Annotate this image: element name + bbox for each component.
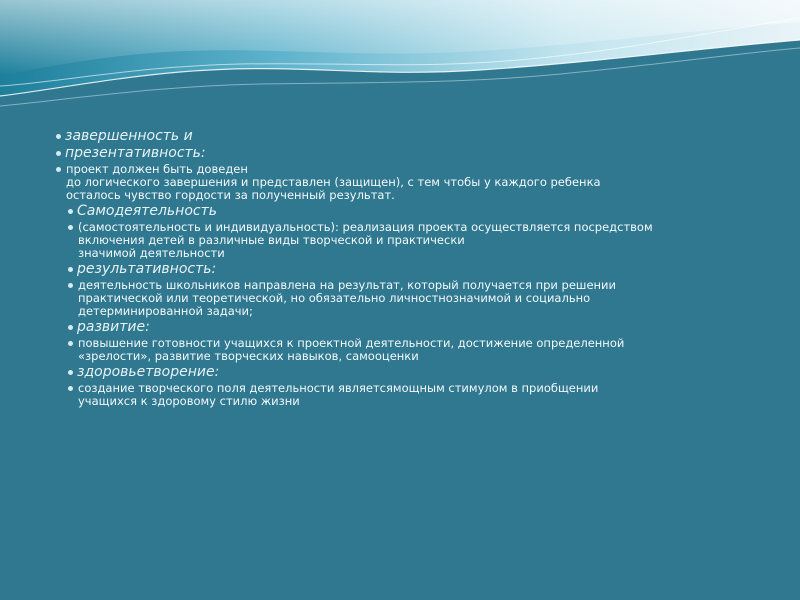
heading-effectiveness [68,261,776,278]
paragraph-project-completion [56,163,776,202]
paragraph-health [68,382,776,408]
paragraph-text: деятельность школьников направлена на результат, который получается при решении практической или теоретической, но обязательно личностнозначимой и социально детерминированной задачи; [78,278,616,318]
bullet-list [56,128,776,408]
bullet-icon [68,341,73,346]
paragraph-development [68,337,776,363]
paragraph-effectiveness [68,279,776,318]
paragraph-self-activity [68,221,776,260]
heading-presentativeness [56,145,776,162]
heading-text: презентативность: [65,145,206,161]
paragraph-text: (самостоятельность и индивидуальность): реализация проекта осуществляется посредством включения детей в различные виды творческой и практически значимой деятельности [78,220,653,260]
heading-text: завершенность и [65,128,193,144]
bullet-icon [56,151,61,156]
bullet-icon [68,225,73,230]
heading-completeness [56,128,776,145]
paragraph-text: создание творческого поля деятельности являетсямощным стимулом в приобщении учащихся к здоровому стилю жизни [78,381,599,408]
paragraph-text: повышение готовности учащихся к проектной деятельности, достижение определенной «зрелости», развитие творческих навыков, самооценки [78,336,625,363]
bullet-icon [56,134,61,139]
bullet-icon [56,167,61,172]
bullet-icon [68,325,73,330]
heading-development [68,319,776,336]
bullet-icon [68,283,73,288]
bullet-icon [68,386,73,391]
heading-text: развитие: [77,319,150,335]
header-wave-decoration [0,0,800,140]
paragraph-text: проект должен быть доведен до логического завершения и представлен (защищен), с тем чтобы у каждого ребенка осталось чувство гордости за полученный результат. [66,162,601,202]
bullet-icon [68,370,73,375]
heading-text: Самодеятельность [77,203,217,219]
bullet-icon [68,267,73,272]
bullet-icon [68,209,73,214]
heading-health [68,364,776,381]
heading-text: результативность: [77,261,217,277]
heading-self-activity [68,203,776,220]
heading-text: здоровьетворение: [77,364,220,380]
